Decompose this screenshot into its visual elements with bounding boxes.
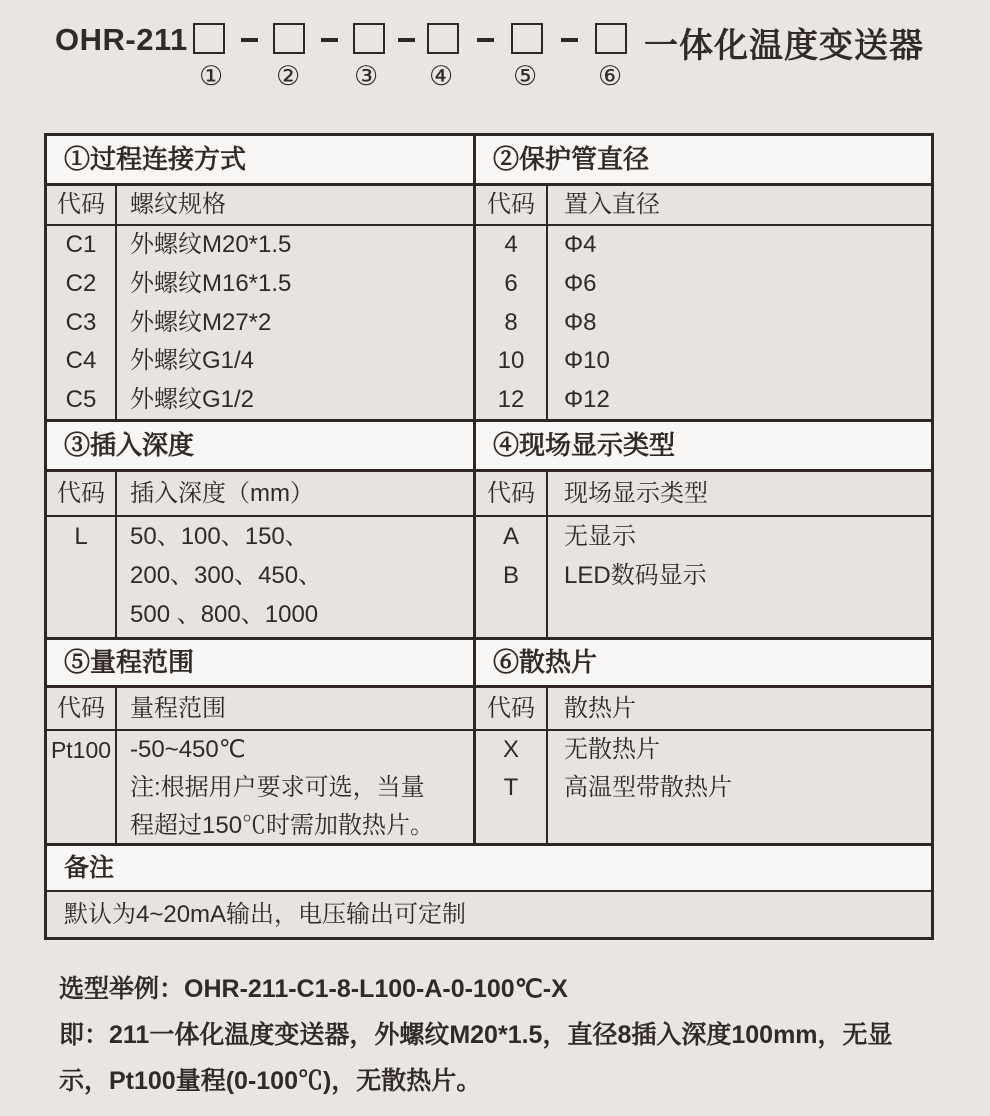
value-list	[117, 226, 473, 419]
value-column-header: 现场显示类型	[564, 480, 708, 507]
position-marker-2: ②	[276, 61, 301, 91]
code-value: 4	[504, 231, 518, 258]
code-list	[47, 226, 117, 419]
code-list	[476, 731, 548, 843]
remark-title: 备注	[64, 854, 115, 882]
code-value: 8	[504, 308, 518, 336]
example-code: OHR-211-C1-8-L100-A-0-100℃-X	[184, 975, 568, 1003]
example-label: 选型举例：	[59, 975, 185, 1003]
column-header-row-3-4	[47, 472, 931, 517]
section-3-title: ③插入深度	[64, 430, 195, 460]
product-title: 一体化温度变送器	[644, 27, 924, 65]
code-list	[47, 517, 117, 637]
section-1-column-headers	[47, 186, 476, 224]
section-header-row-1-2	[47, 136, 931, 186]
value-column-header: 置入直径	[564, 191, 660, 218]
value-list	[548, 731, 931, 843]
model-code-box-5	[511, 23, 543, 54]
value-text: 注:根据用户要求可选，当量	[130, 774, 425, 801]
section-2-column-headers	[476, 186, 931, 224]
value-text: Φ4	[564, 231, 597, 258]
remark-content-row	[47, 892, 931, 937]
code-list	[476, 226, 548, 419]
position-marker-3: ③	[354, 61, 379, 91]
section-1-title: ①过程连接方式	[64, 144, 247, 174]
section-5-data	[47, 731, 476, 843]
explanation-line-2: 示，Pt100量程(0-100℃)，无散热片。	[59, 1067, 482, 1095]
column-header-row-1-2	[47, 186, 931, 226]
code-column-header: 代码	[476, 472, 548, 515]
data-row-1-2	[47, 226, 931, 422]
code-column-header: 代码	[47, 688, 117, 729]
value-text: 无显示	[564, 523, 636, 550]
value-text: 外螺纹G1/4	[130, 347, 255, 375]
section-header-row-5-6	[47, 640, 931, 688]
section-2-data	[476, 226, 931, 419]
value-text: 50、100、150、	[130, 523, 309, 550]
section-6-data	[476, 731, 931, 843]
value-text: 外螺纹M20*1.5	[130, 231, 292, 258]
value-text: 程超过150℃时需加散热片。	[130, 812, 435, 839]
code-value: C3	[65, 308, 97, 336]
section-2-title: ②保护管直径	[493, 144, 650, 174]
model-number: OHR-211	[55, 22, 188, 57]
value-text: Φ8	[564, 308, 597, 336]
example-line	[59, 966, 959, 1012]
value-list	[548, 226, 931, 419]
section-3-header	[47, 422, 476, 469]
value-text: 外螺纹M16*1.5	[130, 269, 292, 297]
code-list	[476, 517, 548, 637]
value-text: 500 、800、1000	[130, 601, 319, 628]
data-row-5-6	[47, 731, 931, 846]
dash-separator	[477, 38, 494, 42]
model-code-box-2	[273, 23, 305, 54]
dash-separator	[321, 38, 338, 42]
code-column-header: 代码	[476, 688, 548, 729]
section-4-header	[476, 422, 931, 469]
model-code-box-4	[427, 23, 459, 54]
value-text: -50~450℃	[130, 736, 246, 763]
model-code-box-3	[353, 23, 385, 54]
code-value: C4	[65, 347, 97, 375]
section-4-column-headers	[476, 472, 931, 515]
value-text: 200、300、450、	[130, 562, 323, 589]
explanation-line-1: 即：211一体化温度变送器，外螺纹M20*1.5，直径8插入深度100mm，无显	[59, 1021, 893, 1049]
value-column-header: 螺纹规格	[130, 191, 226, 218]
code-value: A	[502, 523, 519, 550]
section-5-header	[47, 640, 476, 685]
position-marker-4: ④	[429, 61, 454, 91]
value-text: 高温型带散热片	[564, 774, 732, 801]
code-value: L	[74, 523, 88, 550]
section-6-title: ⑥散热片	[493, 647, 598, 677]
model-code-box-1	[193, 23, 225, 54]
value-column-header: 散热片	[564, 695, 636, 722]
value-list	[548, 517, 931, 637]
value-text: Φ12	[564, 386, 610, 414]
value-text: Φ10	[564, 347, 610, 375]
value-list	[117, 517, 473, 637]
code-value: T	[503, 774, 519, 801]
code-value: C5	[65, 386, 97, 414]
section-4-data	[476, 517, 931, 637]
value-text: LED数码显示	[564, 562, 707, 589]
column-header-row-5-6	[47, 688, 931, 731]
value-text: 无散热片	[564, 736, 660, 763]
remark-text: 默认为4~20mA输出，电压输出可定制	[64, 901, 467, 928]
position-marker-6: ⑥	[598, 61, 623, 91]
section-6-column-headers	[476, 688, 931, 729]
model-code-box-6	[595, 23, 627, 54]
section-6-header	[476, 640, 931, 685]
data-row-3-4	[47, 517, 931, 640]
section-4-title: ④现场显示类型	[493, 430, 676, 460]
value-column-header: 量程范围	[130, 695, 226, 722]
dash-separator	[398, 38, 415, 42]
section-3-data	[47, 517, 476, 637]
code-column-header: 代码	[476, 186, 548, 224]
remark-header-row	[47, 846, 931, 892]
code-value: C2	[65, 269, 97, 297]
value-text: Φ6	[564, 269, 597, 297]
code-value: C1	[65, 231, 97, 258]
code-value: B	[502, 562, 519, 589]
value-text: 外螺纹M27*2	[130, 308, 272, 336]
section-2-header	[476, 136, 931, 183]
code-list	[47, 731, 117, 843]
code-value: X	[502, 736, 519, 763]
value-list	[117, 731, 473, 843]
selection-example	[59, 966, 959, 1104]
section-3-column-headers	[47, 472, 476, 515]
dash-separator	[561, 38, 578, 42]
code-column-header: 代码	[47, 472, 117, 515]
section-1-data	[47, 226, 476, 419]
selection-table	[44, 133, 934, 940]
position-marker-5: ⑤	[513, 61, 538, 91]
section-header-row-3-4	[47, 422, 931, 472]
position-marker-1: ①	[199, 61, 224, 91]
code-column-header: 代码	[47, 186, 117, 224]
value-column-header: 插入深度（mm）	[130, 480, 314, 507]
value-text: 外螺纹G1/2	[130, 386, 255, 414]
section-5-title: ⑤量程范围	[64, 647, 195, 677]
code-value: 10	[497, 347, 525, 375]
section-1-header	[47, 136, 476, 183]
dash-separator	[241, 38, 258, 42]
code-value: 6	[504, 269, 518, 297]
code-value: 12	[497, 386, 525, 414]
section-5-column-headers	[47, 688, 476, 729]
code-value: Pt100	[50, 737, 112, 763]
